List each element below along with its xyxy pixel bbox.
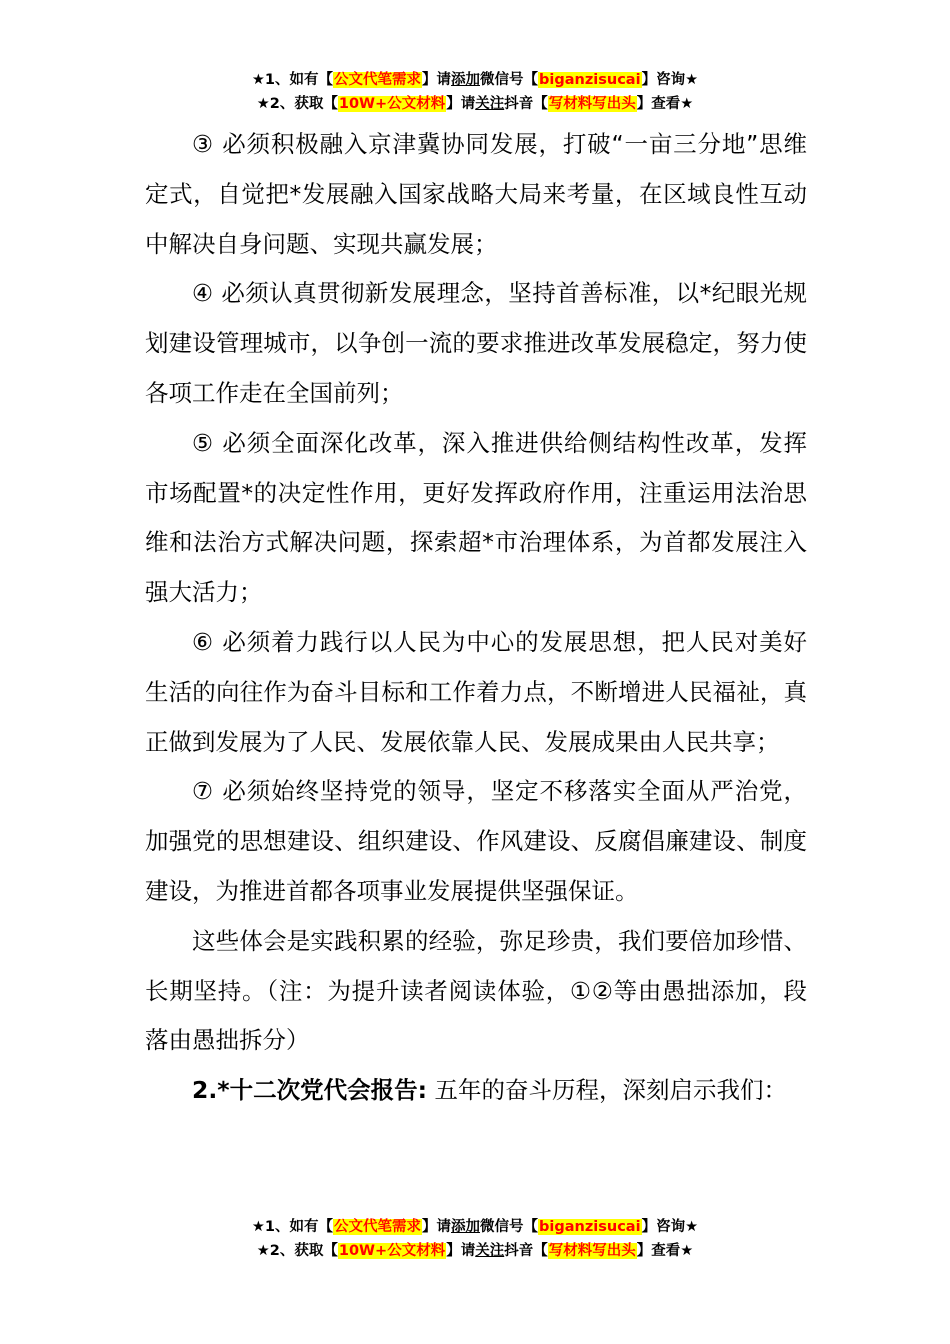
- banner-text: 】请: [446, 1243, 476, 1259]
- banner-text: 微信号【: [480, 1219, 539, 1235]
- banner-highlight: biganzisucai: [539, 72, 641, 88]
- banner-text: 】请: [446, 96, 476, 112]
- banner-highlight: 10W+公文材料: [338, 96, 446, 112]
- section-heading: 2.*十二次党代会报告:: [192, 1076, 427, 1105]
- banner-line-1: [0, 1215, 950, 1239]
- banner-text: 微信号【: [480, 72, 539, 88]
- paragraph: ③ 必须积极融入京津冀协同发展，打破“一亩三分地”思维定式，自觉把*发展融入国家战略大局来考量，在区域良性互动中解决自身问题、实现共赢发展；: [145, 130, 807, 258]
- banner-text: 】咨询★: [641, 1219, 699, 1235]
- paragraph: ④ 必须认真贯彻新发展理念，坚持首善标准，以*纪眼光规划建设管理城市，以争创一流的要求推进改革发展稳定，努力使各项工作走在全国前列；: [145, 279, 807, 407]
- banner-text: 】查看★: [636, 1243, 694, 1259]
- paragraph: ⑥ 必须着力践行以人民为中心的发展思想，把人民对美好生活的向往作为奋斗目标和工作着力点，不断增进人民福祉，真正做到发展为了人民、发展依靠人民、发展成果由人民共享；: [145, 627, 807, 756]
- banner-text: 】请: [422, 1219, 452, 1235]
- banner-emphasis: 添加: [451, 72, 481, 88]
- header-banner: [0, 68, 950, 116]
- banner-highlight: biganzisucai: [539, 1219, 641, 1235]
- footer-banner: [0, 1215, 950, 1263]
- document-body: [145, 120, 807, 1116]
- section-paragraph: [145, 1066, 807, 1116]
- banner-highlight: 公文代笔需求: [334, 72, 422, 88]
- banner-text: ★2、获取【: [256, 1243, 338, 1259]
- banner-highlight: 写材料写出头: [548, 1243, 636, 1259]
- banner-text: 抖音【: [504, 96, 548, 112]
- banner-line-1: [0, 68, 950, 92]
- banner-text: ★1、如有【: [251, 1219, 334, 1235]
- paragraph: ⑦ 必须始终坚持党的领导，坚定不移落实全面从严治党，加强党的思想建设、组织建设、作风建设、反腐倡廉建设、制度建设，为推进首都各项事业发展提供坚强保证。: [145, 777, 807, 905]
- banner-text: 抖音【: [504, 1243, 548, 1259]
- banner-line-2: [0, 92, 950, 116]
- banner-highlight: 10W+公文材料: [338, 1243, 446, 1259]
- banner-emphasis: 关注: [475, 1243, 505, 1259]
- banner-highlight: 公文代笔需求: [334, 1219, 422, 1235]
- banner-highlight: 写材料写出头: [548, 96, 636, 112]
- banner-text: 】咨询★: [641, 72, 699, 88]
- banner-line-2: [0, 1239, 950, 1263]
- banner-text: 】请: [422, 72, 452, 88]
- paragraph: ⑤ 必须全面深化改革，深入推进供给侧结构性改革，发挥市场配置*的决定性作用，更好发挥政府作用，注重运用法治思维和法治方式解决问题，探索超*市治理体系，为首都发展注入强大活力；: [145, 428, 807, 607]
- banner-text: ★1、如有【: [251, 72, 334, 88]
- banner-text: ★2、获取【: [256, 96, 338, 112]
- banner-emphasis: 添加: [451, 1219, 481, 1235]
- section-text: 五年的奋斗历程，深刻启示我们：: [426, 1076, 787, 1105]
- banner-emphasis: 关注: [475, 96, 505, 112]
- banner-text: 】查看★: [636, 96, 694, 112]
- paragraph: 这些体会是实践积累的经验，弥足珍贵，我们要倍加珍惜、长期坚持。（注：为提升读者阅读体验，①②等由愚拙添加，段落由愚拙拆分）: [145, 926, 807, 1055]
